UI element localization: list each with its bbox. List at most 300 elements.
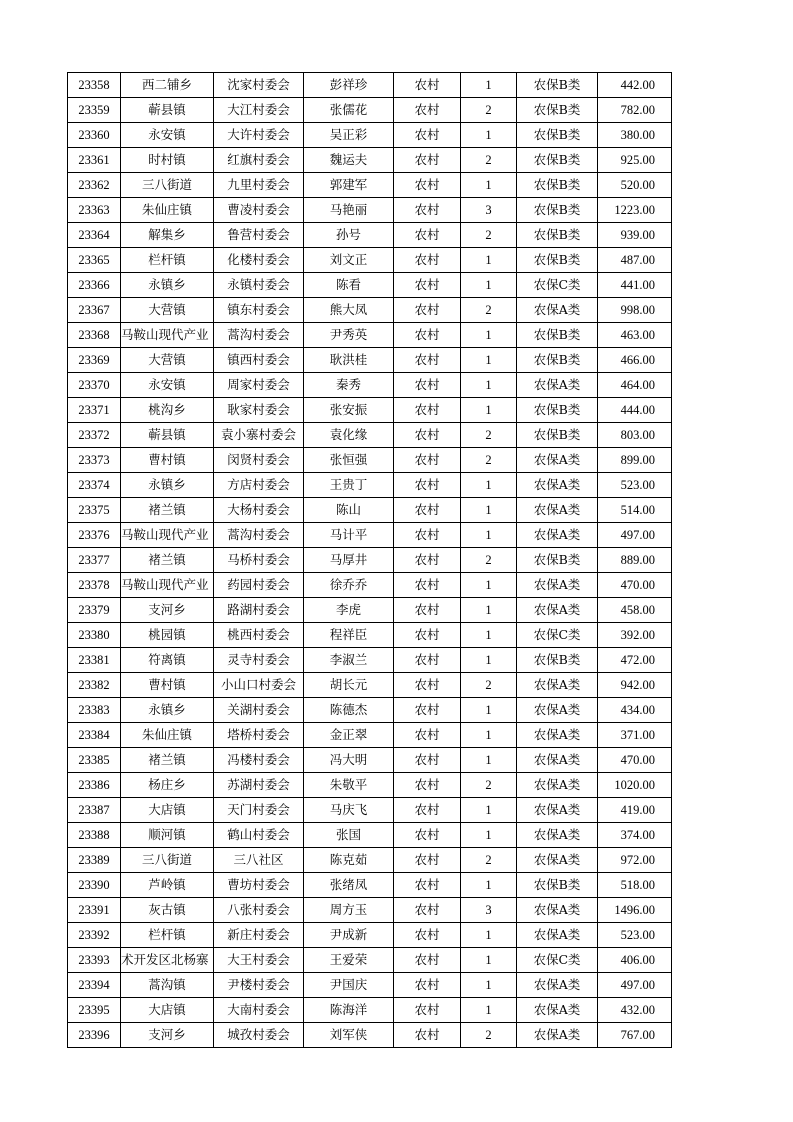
name-cell: 熊大凤 (304, 298, 394, 323)
name-cell: 周方玉 (304, 898, 394, 923)
insurance-category-cell: 农保A类 (517, 998, 598, 1023)
table-row (68, 273, 672, 298)
area-type-cell: 农村 (394, 998, 461, 1023)
township-cell: 永镇乡 (121, 473, 214, 498)
record-id-cell: 23391 (68, 898, 121, 923)
household-size-cell: 1 (461, 573, 517, 598)
household-size-cell: 1 (461, 873, 517, 898)
name-cell: 李虎 (304, 598, 394, 623)
village-committee-cell: 耿家村委会 (214, 398, 304, 423)
household-size-cell: 1 (461, 698, 517, 723)
area-type-cell: 农村 (394, 898, 461, 923)
name-cell: 张安振 (304, 398, 394, 423)
household-size-cell: 1 (461, 273, 517, 298)
table-row (68, 98, 672, 123)
table-row (68, 548, 672, 573)
area-type-cell: 农村 (394, 148, 461, 173)
area-type-cell: 农村 (394, 348, 461, 373)
township-cell: 褚兰镇 (121, 748, 214, 773)
name-cell: 陈山 (304, 498, 394, 523)
village-committee-cell: 蒿沟村委会 (214, 523, 304, 548)
amount-cell: 803.00 (598, 423, 672, 448)
amount-cell: 419.00 (598, 798, 672, 823)
record-id-cell: 23369 (68, 348, 121, 373)
village-committee-cell: 药园村委会 (214, 573, 304, 598)
amount-cell: 470.00 (598, 573, 672, 598)
amount-cell: 464.00 (598, 373, 672, 398)
record-id-cell: 23365 (68, 248, 121, 273)
township-cell: 解集乡 (121, 223, 214, 248)
area-type-cell: 农村 (394, 923, 461, 948)
village-committee-cell: 小山口村委会 (214, 673, 304, 698)
insurance-category-cell: 农保A类 (517, 1023, 598, 1048)
household-size-cell: 1 (461, 973, 517, 998)
amount-cell: 406.00 (598, 948, 672, 973)
village-committee-cell: 天门村委会 (214, 798, 304, 823)
area-type-cell: 农村 (394, 598, 461, 623)
record-id-cell: 23381 (68, 648, 121, 673)
township-cell: 永镇乡 (121, 698, 214, 723)
village-committee-cell: 永镇村委会 (214, 273, 304, 298)
township-cell: 时村镇 (121, 148, 214, 173)
insurance-category-cell: 农保C类 (517, 948, 598, 973)
amount-cell: 470.00 (598, 748, 672, 773)
village-committee-cell: 闵贤村委会 (214, 448, 304, 473)
township-cell: 朱仙庄镇 (121, 723, 214, 748)
name-cell: 王爱荣 (304, 948, 394, 973)
village-committee-cell: 马桥村委会 (214, 548, 304, 573)
village-committee-cell: 蒿沟村委会 (214, 323, 304, 348)
insurance-category-cell: 农保A类 (517, 523, 598, 548)
township-cell: 大营镇 (121, 298, 214, 323)
table-row (68, 948, 672, 973)
township-cell: 蕲县镇 (121, 98, 214, 123)
household-size-cell: 2 (461, 298, 517, 323)
insurance-category-cell: 农保B类 (517, 73, 598, 98)
name-cell: 陈德杰 (304, 698, 394, 723)
record-id-cell: 23359 (68, 98, 121, 123)
record-id-cell: 23376 (68, 523, 121, 548)
household-size-cell: 1 (461, 748, 517, 773)
name-cell: 马厚井 (304, 548, 394, 573)
name-cell: 陈看 (304, 273, 394, 298)
amount-cell: 1223.00 (598, 198, 672, 223)
amount-cell: 523.00 (598, 923, 672, 948)
village-committee-cell: 大杨村委会 (214, 498, 304, 523)
amount-cell: 972.00 (598, 848, 672, 873)
area-type-cell: 农村 (394, 173, 461, 198)
name-cell: 金正翠 (304, 723, 394, 748)
name-cell: 马庆飞 (304, 798, 394, 823)
table-row (68, 873, 672, 898)
household-size-cell: 2 (461, 223, 517, 248)
insurance-category-cell: 农保A类 (517, 898, 598, 923)
household-size-cell: 1 (461, 723, 517, 748)
amount-cell: 942.00 (598, 673, 672, 698)
insurance-category-cell: 农保B类 (517, 423, 598, 448)
name-cell: 尹国庆 (304, 973, 394, 998)
area-type-cell: 农村 (394, 448, 461, 473)
village-committee-cell: 大王村委会 (214, 948, 304, 973)
record-id-cell: 23384 (68, 723, 121, 748)
insurance-category-cell: 农保B类 (517, 123, 598, 148)
area-type-cell: 农村 (394, 498, 461, 523)
amount-cell: 374.00 (598, 823, 672, 848)
amount-cell: 497.00 (598, 523, 672, 548)
village-committee-cell: 关湖村委会 (214, 698, 304, 723)
township-cell: 马鞍山现代产业 (121, 323, 214, 348)
record-id-cell: 23370 (68, 373, 121, 398)
area-type-cell: 农村 (394, 973, 461, 998)
record-id-cell: 23396 (68, 1023, 121, 1048)
insurance-category-cell: 农保B类 (517, 173, 598, 198)
village-committee-cell: 路湖村委会 (214, 598, 304, 623)
name-cell: 朱敬平 (304, 773, 394, 798)
insurance-category-cell: 农保A类 (517, 923, 598, 948)
insurance-category-cell: 农保A类 (517, 798, 598, 823)
insurance-category-cell: 农保A类 (517, 823, 598, 848)
table-row (68, 723, 672, 748)
name-cell: 孙号 (304, 223, 394, 248)
area-type-cell: 农村 (394, 123, 461, 148)
township-cell: 朱仙庄镇 (121, 198, 214, 223)
table-row (68, 448, 672, 473)
record-id-cell: 23385 (68, 748, 121, 773)
insurance-category-cell: 农保A类 (517, 598, 598, 623)
name-cell: 尹成新 (304, 923, 394, 948)
township-cell: 永镇乡 (121, 273, 214, 298)
township-cell: 曹村镇 (121, 673, 214, 698)
record-id-cell: 23363 (68, 198, 121, 223)
village-committee-cell: 鲁营村委会 (214, 223, 304, 248)
record-id-cell: 23374 (68, 473, 121, 498)
table-row (68, 373, 672, 398)
village-committee-cell: 沈家村委会 (214, 73, 304, 98)
insurance-category-cell: 农保A类 (517, 373, 598, 398)
insurance-category-cell: 农保B类 (517, 223, 598, 248)
name-cell: 刘文正 (304, 248, 394, 273)
insurance-category-cell: 农保A类 (517, 748, 598, 773)
table-row (68, 898, 672, 923)
table-row (68, 823, 672, 848)
record-id-cell: 23393 (68, 948, 121, 973)
record-id-cell: 23392 (68, 923, 121, 948)
household-size-cell: 1 (461, 173, 517, 198)
name-cell: 张恒强 (304, 448, 394, 473)
name-cell: 张国 (304, 823, 394, 848)
table-row (68, 848, 672, 873)
name-cell: 刘军侠 (304, 1023, 394, 1048)
village-committee-cell: 尹楼村委会 (214, 973, 304, 998)
table-row (68, 223, 672, 248)
village-committee-cell: 红旗村委会 (214, 148, 304, 173)
area-type-cell: 农村 (394, 798, 461, 823)
name-cell: 尹秀英 (304, 323, 394, 348)
household-size-cell: 1 (461, 123, 517, 148)
household-size-cell: 2 (461, 673, 517, 698)
area-type-cell: 农村 (394, 698, 461, 723)
household-size-cell: 3 (461, 198, 517, 223)
name-cell: 马艳丽 (304, 198, 394, 223)
household-size-cell: 1 (461, 373, 517, 398)
township-cell: 灰古镇 (121, 898, 214, 923)
insurance-category-cell: 农保A类 (517, 298, 598, 323)
township-cell: 桃园镇 (121, 623, 214, 648)
township-cell: 蒿沟镇 (121, 973, 214, 998)
record-id-cell: 23380 (68, 623, 121, 648)
name-cell: 彭祥珍 (304, 73, 394, 98)
area-type-cell: 农村 (394, 523, 461, 548)
amount-cell: 444.00 (598, 398, 672, 423)
area-type-cell: 农村 (394, 198, 461, 223)
village-committee-cell: 桃西村委会 (214, 623, 304, 648)
household-size-cell: 1 (461, 398, 517, 423)
table-row (68, 973, 672, 998)
insurance-category-cell: 农保A类 (517, 498, 598, 523)
village-committee-cell: 镇西村委会 (214, 348, 304, 373)
name-cell: 胡长元 (304, 673, 394, 698)
household-size-cell: 3 (461, 898, 517, 923)
area-type-cell: 农村 (394, 873, 461, 898)
name-cell: 程祥臣 (304, 623, 394, 648)
table-row (68, 648, 672, 673)
insurance-category-cell: 农保A类 (517, 848, 598, 873)
insurance-category-cell: 农保B类 (517, 548, 598, 573)
area-type-cell: 农村 (394, 948, 461, 973)
village-committee-cell: 灵寺村委会 (214, 648, 304, 673)
household-size-cell: 1 (461, 998, 517, 1023)
village-committee-cell: 周家村委会 (214, 373, 304, 398)
amount-cell: 432.00 (598, 998, 672, 1023)
table-row (68, 198, 672, 223)
village-committee-cell: 袁小寨村委会 (214, 423, 304, 448)
insurance-category-cell: 农保A类 (517, 973, 598, 998)
area-type-cell: 农村 (394, 73, 461, 98)
village-committee-cell: 九里村委会 (214, 173, 304, 198)
household-size-cell: 2 (461, 423, 517, 448)
table-row (68, 123, 672, 148)
record-id-cell: 23371 (68, 398, 121, 423)
household-size-cell: 1 (461, 948, 517, 973)
township-cell: 蕲县镇 (121, 423, 214, 448)
amount-cell: 889.00 (598, 548, 672, 573)
record-id-cell: 23377 (68, 548, 121, 573)
record-id-cell: 23378 (68, 573, 121, 598)
village-committee-cell: 城孜村委会 (214, 1023, 304, 1048)
name-cell: 冯大明 (304, 748, 394, 773)
household-size-cell: 1 (461, 798, 517, 823)
table-row (68, 573, 672, 598)
name-cell: 李淑兰 (304, 648, 394, 673)
amount-cell: 380.00 (598, 123, 672, 148)
table-row (68, 748, 672, 773)
township-cell: 三八街道 (121, 173, 214, 198)
table-row (68, 698, 672, 723)
household-size-cell: 2 (461, 448, 517, 473)
township-cell: 永安镇 (121, 373, 214, 398)
area-type-cell: 农村 (394, 823, 461, 848)
township-cell: 芦岭镇 (121, 873, 214, 898)
insurance-category-cell: 农保A类 (517, 673, 598, 698)
area-type-cell: 农村 (394, 373, 461, 398)
record-id-cell: 23372 (68, 423, 121, 448)
household-size-cell: 1 (461, 248, 517, 273)
table-row (68, 248, 672, 273)
record-id-cell: 23389 (68, 848, 121, 873)
village-committee-cell: 大南村委会 (214, 998, 304, 1023)
township-cell: 大营镇 (121, 348, 214, 373)
household-size-cell: 2 (461, 1023, 517, 1048)
name-cell: 秦秀 (304, 373, 394, 398)
table-row (68, 598, 672, 623)
table-row (68, 498, 672, 523)
area-type-cell: 农村 (394, 648, 461, 673)
amount-cell: 1496.00 (598, 898, 672, 923)
amount-cell: 1020.00 (598, 773, 672, 798)
record-id-cell: 23387 (68, 798, 121, 823)
township-cell: 栏杆镇 (121, 248, 214, 273)
table-row (68, 923, 672, 948)
household-size-cell: 2 (461, 848, 517, 873)
table-row (68, 348, 672, 373)
table-row (68, 773, 672, 798)
table-row (68, 673, 672, 698)
township-cell: 马鞍山现代产业 (121, 573, 214, 598)
insurance-category-cell: 农保B类 (517, 398, 598, 423)
amount-cell: 458.00 (598, 598, 672, 623)
area-type-cell: 农村 (394, 323, 461, 348)
insurance-category-cell: 农保B类 (517, 98, 598, 123)
township-cell: 杨庄乡 (121, 773, 214, 798)
village-committee-cell: 塔桥村委会 (214, 723, 304, 748)
household-size-cell: 1 (461, 73, 517, 98)
insurance-category-cell: 农保C类 (517, 273, 598, 298)
insurance-category-cell: 农保B类 (517, 648, 598, 673)
household-size-cell: 1 (461, 498, 517, 523)
household-size-cell: 1 (461, 623, 517, 648)
record-id-cell: 23395 (68, 998, 121, 1023)
household-size-cell: 2 (461, 773, 517, 798)
record-id-cell: 23386 (68, 773, 121, 798)
household-size-cell: 1 (461, 648, 517, 673)
amount-cell: 371.00 (598, 723, 672, 748)
table-row (68, 73, 672, 98)
township-cell: 支河乡 (121, 598, 214, 623)
amount-cell: 497.00 (598, 973, 672, 998)
record-id-cell: 23383 (68, 698, 121, 723)
record-id-cell: 23390 (68, 873, 121, 898)
name-cell: 张绪凤 (304, 873, 394, 898)
name-cell: 王贵丁 (304, 473, 394, 498)
record-id-cell: 23361 (68, 148, 121, 173)
area-type-cell: 农村 (394, 773, 461, 798)
records-table (67, 72, 672, 1048)
table-row (68, 798, 672, 823)
record-id-cell: 23367 (68, 298, 121, 323)
insurance-category-cell: 农保B类 (517, 248, 598, 273)
amount-cell: 998.00 (598, 298, 672, 323)
name-cell: 张儒花 (304, 98, 394, 123)
area-type-cell: 农村 (394, 573, 461, 598)
amount-cell: 899.00 (598, 448, 672, 473)
table-row (68, 623, 672, 648)
village-committee-cell: 曹凌村委会 (214, 198, 304, 223)
household-size-cell: 2 (461, 148, 517, 173)
township-cell: 符离镇 (121, 648, 214, 673)
area-type-cell: 农村 (394, 623, 461, 648)
insurance-category-cell: 农保B类 (517, 148, 598, 173)
table-row (68, 473, 672, 498)
amount-cell: 782.00 (598, 98, 672, 123)
table-row (68, 523, 672, 548)
household-size-cell: 1 (461, 523, 517, 548)
household-size-cell: 1 (461, 598, 517, 623)
township-cell: 褚兰镇 (121, 548, 214, 573)
table-row (68, 148, 672, 173)
name-cell: 陈海洋 (304, 998, 394, 1023)
amount-cell: 487.00 (598, 248, 672, 273)
household-size-cell: 1 (461, 323, 517, 348)
village-committee-cell: 苏湖村委会 (214, 773, 304, 798)
village-committee-cell: 曹坊村委会 (214, 873, 304, 898)
area-type-cell: 农村 (394, 748, 461, 773)
area-type-cell: 农村 (394, 723, 461, 748)
name-cell: 吴正彩 (304, 123, 394, 148)
township-cell: 褚兰镇 (121, 498, 214, 523)
record-id-cell: 23382 (68, 673, 121, 698)
village-committee-cell: 三八社区 (214, 848, 304, 873)
records-table-body (68, 73, 672, 1048)
household-size-cell: 2 (461, 98, 517, 123)
record-id-cell: 23394 (68, 973, 121, 998)
amount-cell: 463.00 (598, 323, 672, 348)
name-cell: 徐乔乔 (304, 573, 394, 598)
amount-cell: 520.00 (598, 173, 672, 198)
area-type-cell: 农村 (394, 98, 461, 123)
insurance-category-cell: 农保A类 (517, 723, 598, 748)
township-cell: 大店镇 (121, 798, 214, 823)
name-cell: 郭建军 (304, 173, 394, 198)
amount-cell: 434.00 (598, 698, 672, 723)
insurance-category-cell: 农保C类 (517, 623, 598, 648)
name-cell: 魏运夫 (304, 148, 394, 173)
area-type-cell: 农村 (394, 223, 461, 248)
village-committee-cell: 方店村委会 (214, 473, 304, 498)
area-type-cell: 农村 (394, 273, 461, 298)
area-type-cell: 农村 (394, 298, 461, 323)
household-size-cell: 1 (461, 348, 517, 373)
name-cell: 耿洪桂 (304, 348, 394, 373)
amount-cell: 514.00 (598, 498, 672, 523)
insurance-category-cell: 农保B类 (517, 323, 598, 348)
area-type-cell: 农村 (394, 548, 461, 573)
table-row (68, 173, 672, 198)
amount-cell: 939.00 (598, 223, 672, 248)
area-type-cell: 农村 (394, 423, 461, 448)
township-cell: 桃沟乡 (121, 398, 214, 423)
township-cell: 马鞍山现代产业 (121, 523, 214, 548)
village-committee-cell: 大江村委会 (214, 98, 304, 123)
insurance-category-cell: 农保B类 (517, 348, 598, 373)
table-row (68, 423, 672, 448)
insurance-category-cell: 农保B类 (517, 873, 598, 898)
township-cell: 西二铺乡 (121, 73, 214, 98)
village-committee-cell: 新庄村委会 (214, 923, 304, 948)
amount-cell: 466.00 (598, 348, 672, 373)
township-cell: 栏杆镇 (121, 923, 214, 948)
village-committee-cell: 化楼村委会 (214, 248, 304, 273)
area-type-cell: 农村 (394, 248, 461, 273)
